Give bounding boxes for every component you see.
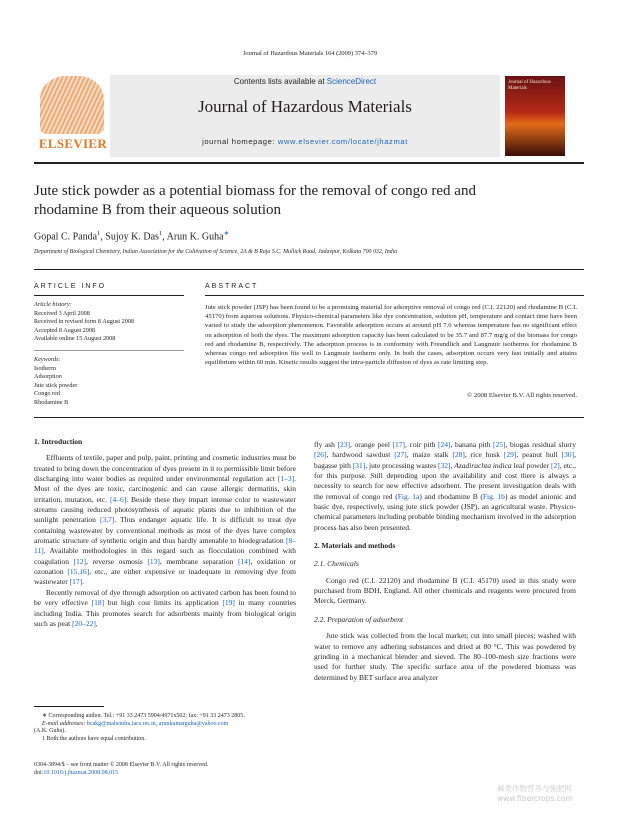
abstract-end-divider: [34, 417, 584, 418]
text-run: , membrane separation: [159, 556, 238, 566]
citation-link[interactable]: [19]: [222, 598, 235, 608]
journal-cover-thumbnail: [505, 76, 565, 156]
text-run: . Available methodologies in this regard such as flocculation combined with coagulation: [34, 546, 296, 566]
citation-link[interactable]: [8–11]: [34, 536, 296, 556]
site-watermark: [497, 784, 615, 804]
watermark-line-2: www.fibercrops.com: [497, 794, 573, 803]
text-run: , banana pith: [450, 440, 494, 449]
text-run: , coir pith: [405, 440, 438, 449]
author-separator: ,: [162, 231, 167, 243]
citation-link[interactable]: [13]: [147, 556, 160, 566]
text-run: . Beside these they impart intense color to wastewater streams causing reduced photosynthesis of aquatic plants due to inhibition of the sunlight penetration: [34, 494, 296, 525]
journal-title: Journal of Hazardous Materials: [198, 97, 412, 116]
author-mark: 1: [97, 230, 101, 237]
issn-doi-block: [34, 761, 296, 777]
journal-homepage-link[interactable]: www.elsevier.com/locate/jhazmat: [277, 137, 408, 146]
history-entry: Received 3 April 2008: [34, 309, 90, 317]
citation-link[interactable]: [29]: [503, 450, 517, 460]
doi-link[interactable]: 10.1016/j.jhazmat.2008.08.015: [43, 770, 119, 776]
equal-contribution-footnote: 1 Both the authors have equal contribution.: [42, 735, 146, 742]
article-title-line-1: Jute stick powder as a potential biomass for the removal of congo red and: [34, 183, 476, 199]
text-run: in many countries including India. This promotes search for adsorbents mainly from biological origin such as peat: [34, 598, 296, 628]
keywords-label: Keywords:: [34, 356, 61, 363]
corresponding-author-mark[interactable]: ∗: [223, 230, 230, 237]
subsection-heading-adsorbent: 2.2. Preparation of adsorbent: [314, 614, 404, 624]
text-run: ,: [450, 460, 455, 470]
email-links[interactable]: bcakg@mahendra.iacs.res.in, arunkumarguha@yahoo.com: [85, 720, 229, 727]
body-left-column: [34, 437, 296, 629]
keywords-divider: [34, 350, 184, 351]
email-label: E-mail addresses:: [42, 720, 86, 727]
subsection-heading-chemicals: 2.1. Chemicals: [314, 559, 359, 569]
species-name: Azadirachta indica: [454, 460, 512, 470]
article-title-line-2: rhodamine B from their aqueous solution: [34, 202, 282, 218]
contents-available-line: [110, 77, 500, 86]
citation-link[interactable]: [30]: [561, 450, 575, 460]
text-run: Recently removal of dye through adsorption on activated carbon has been found to be very effective: [34, 587, 296, 608]
text-run: , reverse osmosis: [86, 556, 148, 566]
doi-line: [34, 769, 296, 777]
author-mark: 1: [158, 230, 163, 237]
keyword: Isotherm: [34, 364, 56, 372]
text-run: , biogas residual slurry: [505, 440, 576, 449]
citation-link[interactable]: [27]: [394, 450, 407, 460]
text-run: , peanut hull: [516, 450, 562, 460]
text-run: , jute processing wastes: [365, 460, 439, 470]
abstract-text: Jute stick powder (JSP) has been found to be a promising material for adsorptive removal of congo red (C.I. 22120) and rhodamine B (C.I. 45170) from aqueous solutions. Physico-chemical parameters like dye concentration, solution pH, temperature and contact time have been varied to study the adsorption phenomenon. Favorable adsorption occurs at around pH 7.0 whereas temperature has no significant effect on adsorption of both the dyes. The maximum adsorption capacity has been calculated to be 35.7 and 87.7 mg/g of the biomass for congo red and rhodamine B, respectively. The adsorption process is in conformity with Freundlich and Langmuir isotherms for rhodamine B whereas congo red adsorption fits well to Langmuir isotherm only. In both the cases, adsorption occurs very fast initially and attains equilibrium within 60 min. Kinetic results suggest the intra-particle diffusion of dyes as rate limiting step.: [205, 304, 577, 367]
text-run: ) and rhodamine B (: [419, 491, 483, 501]
section-heading-materials-methods: 2. Materials and methods: [314, 541, 396, 551]
citation-link[interactable]: [3,7]: [99, 515, 115, 525]
figure-link[interactable]: Fig. 1b: [482, 491, 505, 501]
article-history-label: Article history:: [34, 301, 72, 308]
citation-link[interactable]: [17]: [69, 577, 83, 587]
footnote-rule: [34, 706, 104, 707]
citation-link[interactable]: [28]: [452, 450, 465, 460]
homepage-prefix: journal homepage:: [202, 137, 278, 146]
journal-homepage-line: [110, 137, 500, 146]
citation-link[interactable]: [26]: [314, 450, 327, 460]
citation-link[interactable]: [31]: [352, 460, 366, 470]
text-run: leaf powder: [511, 460, 551, 470]
citation-link[interactable]: [1–3]: [277, 474, 295, 484]
text-run: , hardwood sawdust: [326, 450, 395, 460]
abstract-rule: [205, 295, 584, 296]
issn-line: 0304-3894/$ – see front matter © 2008 Elsevier B.V. All rights reserved.: [34, 762, 209, 768]
intro-paragraph-1: [34, 453, 296, 587]
email-owner: (A.K. Guha).: [34, 728, 66, 735]
elsevier-logo: [34, 76, 112, 154]
text-run: , etc., for this purpose. Still depending upon the availability and cost there is always a necessity to search for new effective adsorbent. The present investigation deals with the removal of congo red (: [314, 460, 577, 501]
text-run: but high cost limits its application: [104, 598, 223, 608]
text-run: ,: [95, 618, 98, 628]
sciencedirect-link[interactable]: ScienceDirect: [326, 77, 377, 86]
text-run: fly ash: [314, 440, 338, 449]
citation-link[interactable]: [23]: [337, 440, 350, 449]
author-name: Gopal C. Panda: [34, 231, 98, 243]
tree-icon: [40, 76, 104, 134]
affiliation: Department of Biological Chemistry, Indian Association for the Cultivation of Science, 2A & B Raja S.C. Mullick Road, Jadavpur, Kolkata 700 032, India: [34, 249, 398, 255]
footnotes: [34, 713, 296, 743]
abstract-label: ABSTRACT: [205, 283, 259, 290]
figure-link[interactable]: Fig. 1a: [397, 491, 420, 501]
keyword: Jute stick powder: [34, 381, 78, 389]
author-separator: ,: [100, 231, 106, 243]
article-info-rule: [34, 295, 184, 296]
text-run: , etc., are either expensive or inadequate in removing dye from wastewater: [34, 567, 296, 587]
citation-link[interactable]: [17]: [392, 440, 406, 449]
citation-link[interactable]: [12]: [73, 556, 87, 566]
header-divider: [34, 162, 584, 164]
adsorbent-paragraph: Jute stick was collected from the local market; cut into small pieces; washed with water to remove any adhering substances and dried at 80 °C. This was powdered by grinding in a mechanical blender and sieved. The 80–100-mesh size fractions were used for further study. The specific surface area of the powdered biomass was determined by BET surface area analyzer: [314, 631, 576, 682]
section-heading-introduction: 1. Introduction: [34, 437, 83, 446]
corresponding-author-footnote: ∗ Corresponding author. Tel.: +91 33 2473 5904/4971x502; fax: +91 33 2473 2805.: [42, 713, 245, 719]
affiliation-divider: [34, 269, 584, 270]
text-run: , oxidation or ozonation: [34, 556, 296, 577]
text-run: , orange peel: [350, 440, 393, 449]
text-run: .: [82, 577, 84, 587]
keywords: [34, 356, 184, 408]
citation-link[interactable]: [18]: [91, 598, 105, 608]
author-name: Sujoy K. Das: [105, 231, 159, 243]
cover-title: Journal of Hazardous Materials: [508, 80, 551, 91]
keyword: Rhodamine B: [34, 398, 69, 406]
citation-link[interactable]: [14]: [237, 556, 251, 566]
citation-link[interactable]: [15,16]: [67, 567, 90, 577]
journal-masthead: [110, 75, 500, 157]
text-run: , rice husk: [464, 450, 504, 460]
author-list: [34, 229, 584, 242]
citation-link[interactable]: [25]: [493, 440, 506, 449]
article-info-label: ARTICLE INFO: [34, 283, 107, 290]
text-run: , bagasse pith: [314, 450, 576, 470]
doi-prefix: doi:: [34, 770, 44, 776]
article-history: [34, 301, 184, 344]
author-name: Arun K. Guha: [166, 231, 224, 243]
text-run: . Thus endanger aquatic life. It is difficult to treat dye containing wastewater by conventional methods as most of the dyes have complex aromatic structure of synthetic origin and thus hardly amenable to biodegradation: [34, 515, 296, 546]
running-head: Journal of Hazardous Materials 164 (2009) 374–379: [242, 50, 378, 57]
keyword: Adsorption: [34, 373, 62, 381]
chemicals-paragraph: Congo red (C.I. 22120) and rhodamine B (C.I. 45170) used in this study were purchased from BDH, England. All other chemicals and reagents were procured from Merck, Germany.: [314, 575, 576, 606]
history-entry: Available online 15 August 2008: [34, 335, 116, 343]
text-run: Effluents of textile, paper and pulp, paint, printing and cosmetic industries must be treated to bring down the concentration of dyes present in it to permissible limit before discharging into water bodies as required under environmental regulation act: [34, 453, 296, 484]
intro-paragraph-2: [34, 588, 296, 629]
article-title: [34, 182, 584, 220]
abstract-copyright: © 2008 Elsevier B.V. All rights reserved.: [467, 392, 577, 399]
citation-link[interactable]: [20–22]: [72, 618, 96, 628]
keyword: Congo red: [34, 390, 60, 398]
history-entry: Received in revised form 8 August 2008: [34, 318, 135, 326]
text-run: ) as model anionic and basic dye, respectively, using jute stick powder (JSP), an agricultural waste. Physico-chemical parameters including probable binding mechanism involved in the adsorption process has also been presented.: [314, 491, 576, 532]
citation-link[interactable]: [24]: [438, 440, 451, 449]
watermark-line-1: 麻类作物营养与施肥网: [497, 784, 572, 793]
text-run: . Most of the dyes are toxic, carcinogenic and can cause allergic dermatitis, skin irritation, mutation, etc.: [34, 474, 296, 504]
intro-paragraph-2-continued: [314, 440, 576, 533]
citation-link[interactable]: [2]: [551, 460, 560, 470]
history-entry: Accepted 8 August 2008: [34, 326, 96, 334]
elsevier-logo-text: ELSEVIER: [38, 136, 108, 151]
email-footnote: [34, 721, 296, 729]
text-run: , maize stalk: [406, 450, 453, 460]
contents-prefix: Contents lists available at: [233, 77, 327, 86]
body-right-column: [314, 440, 576, 683]
citation-link[interactable]: [4–6]: [110, 494, 127, 504]
citation-link[interactable]: [32]: [438, 460, 451, 470]
